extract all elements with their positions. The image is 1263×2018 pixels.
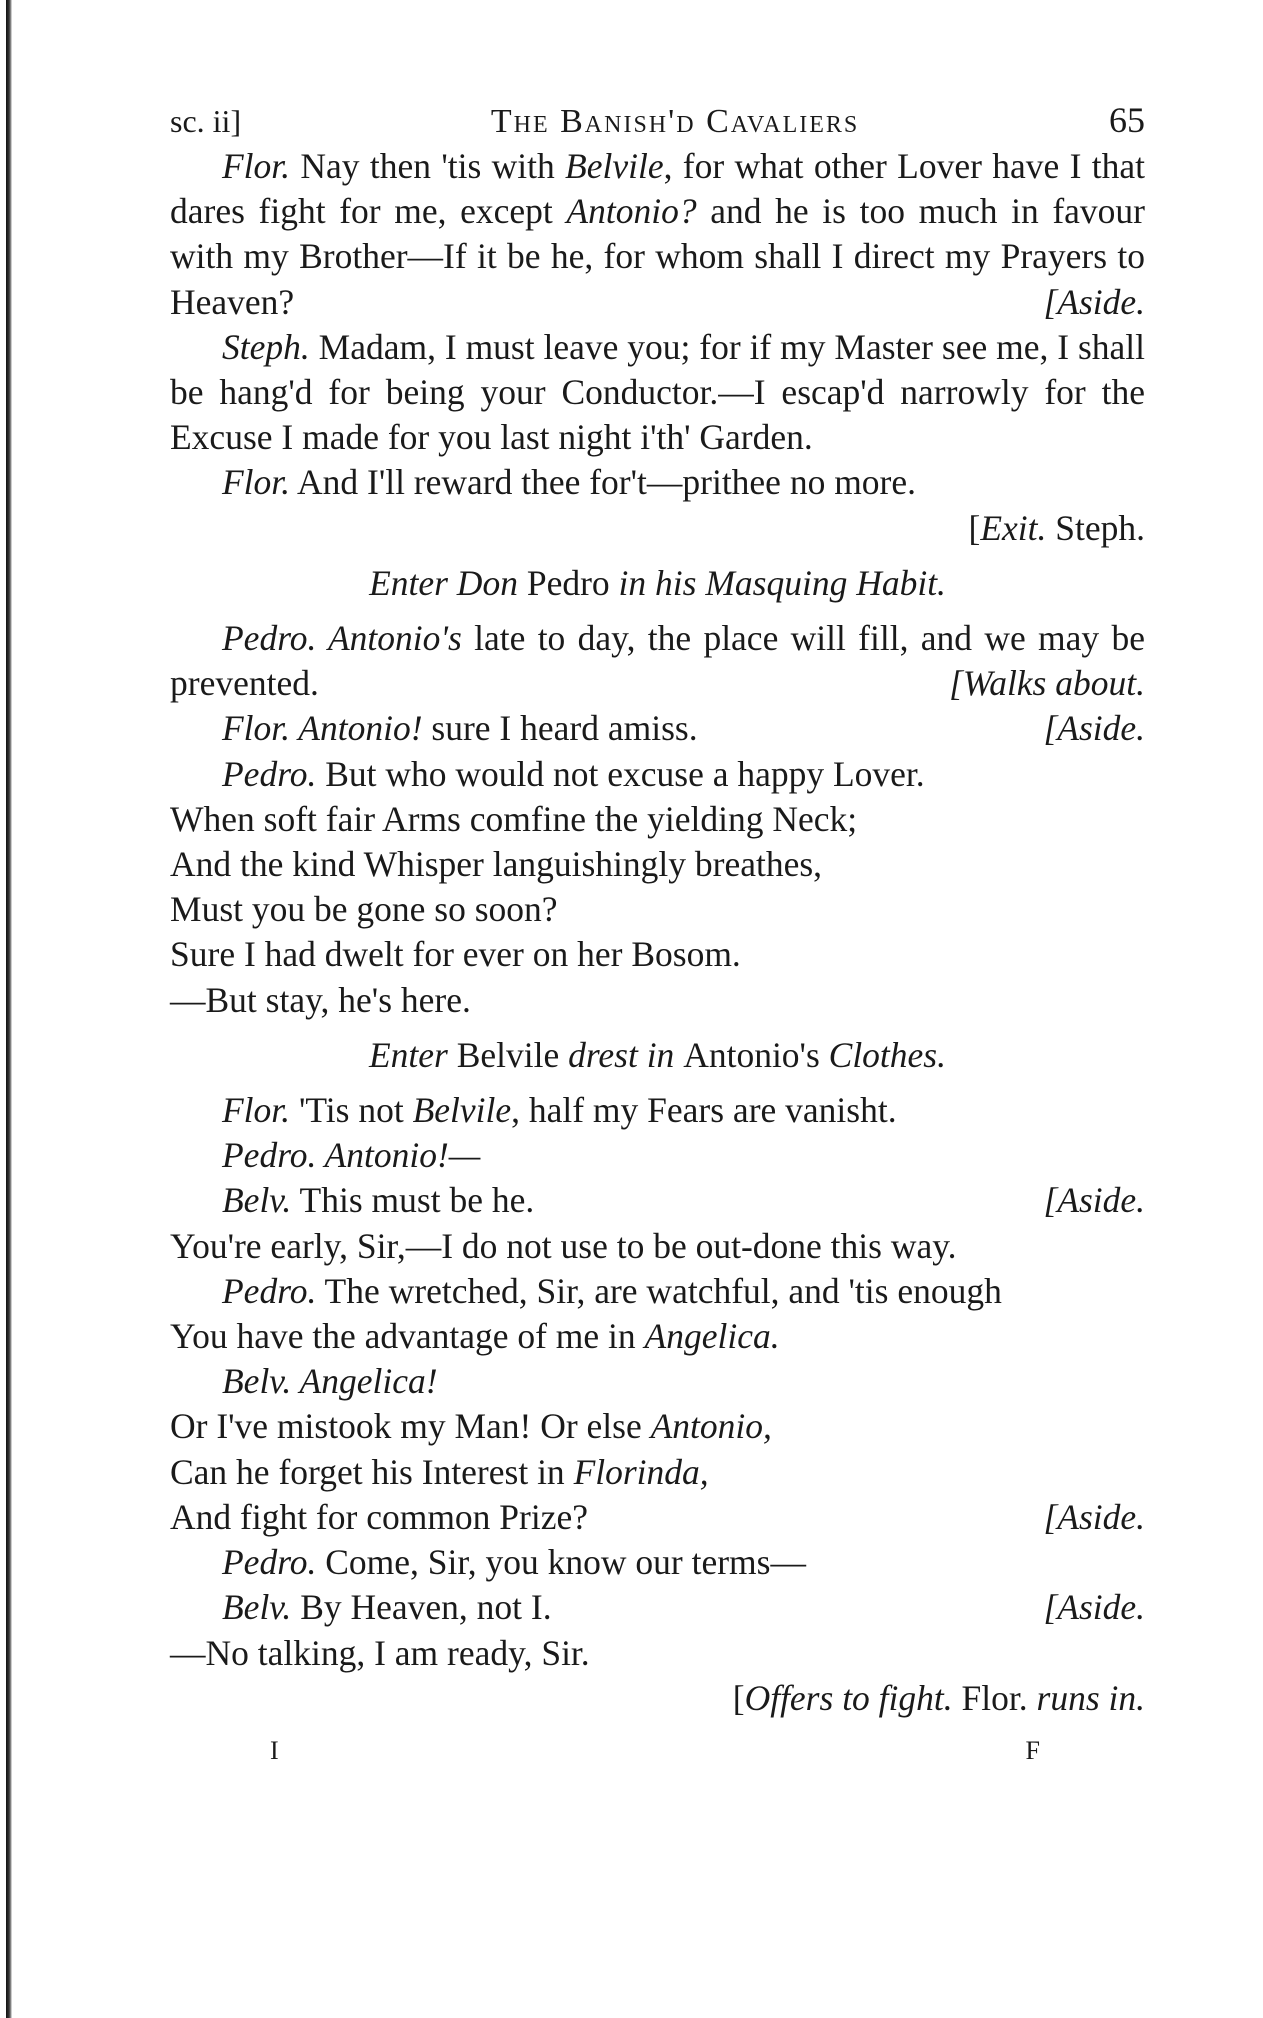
aside-direction: [Aside. xyxy=(1043,281,1145,322)
speech-pedro-1: Pedro. Antonio's late to day, the place will fill, and we may be prevented. [Walks about. xyxy=(170,618,1145,704)
speech-pedro-2: Pedro. But who would not excuse a happy Lover. When soft fair Arms comfine the yielding Neck; And the kind Whisper languishingly breathes, Must you be gone so soon? Sure I had dwelt for ever on her Bosom. —But stay, he's here. xyxy=(170,752,1145,1023)
speech-belv-3: Belv. By Heaven, not I. [Aside. —No talking, I am ready, Sir. xyxy=(170,1587,1145,1673)
verse-line: When soft fair Arms comfine the yielding Neck; xyxy=(170,798,858,839)
speech-flor-3: Flor. Antonio! sure I heard amiss. [Aside. xyxy=(222,708,1145,749)
speaker: Flor. xyxy=(222,462,291,503)
stage-direction-enter-pedro: Enter Don Pedro in his Masquing Habit. xyxy=(369,562,946,603)
speech-pedro-5: Pedro. Come, Sir, you know our terms— xyxy=(222,1542,806,1583)
verse-line: And the kind Whisper languishingly breathes, xyxy=(170,844,823,885)
signature-left: I xyxy=(270,1735,279,1765)
header-title: The Banish'd Cavaliers xyxy=(490,103,860,140)
page-number: 65 xyxy=(1108,100,1145,140)
signature-marks xyxy=(170,1731,1145,1771)
speech-belv-2: Belv. Angelica! Or I've mistook my Man! Or else Antonio, Can he forget his Interest in Florinda, And fight for common Prize? [Aside. xyxy=(170,1361,1145,1537)
speaker: Steph. xyxy=(222,326,310,367)
speech-flor-4: Flor. 'Tis not Belvile, half my Fears are vanisht. xyxy=(222,1090,897,1131)
speaker: Pedro. xyxy=(222,1542,317,1583)
exit-direction: [Exit. Steph. xyxy=(968,507,1145,548)
speaker: Pedro. xyxy=(222,1270,317,1311)
speaker: Pedro. xyxy=(222,618,317,659)
speaker: Belv. xyxy=(222,1180,292,1221)
speaker: Pedro. xyxy=(222,753,317,794)
speaker: Flor. xyxy=(222,708,291,749)
speech-belv-1: Belv. This must be he. [Aside. You're early, Sir,—I do not use to be out-done this way. xyxy=(170,1180,1145,1266)
stage-direction-enter-belvile: Enter Belvile drest in Antonio's Clothes. xyxy=(368,1034,946,1075)
running-header xyxy=(170,98,1145,144)
verse-line: —But stay, he's here. xyxy=(170,979,471,1020)
speaker: Belv. xyxy=(222,1587,292,1628)
speaker: Flor. xyxy=(222,1090,291,1131)
book-binding-edge xyxy=(6,0,12,2018)
speech-flor-2: Flor. And I'll reward thee for't—prithee no more. xyxy=(222,462,917,503)
verse-line: Must you be gone so soon? xyxy=(170,889,558,930)
fight-direction: [Offers to fight. Flor. runs in. xyxy=(732,1677,1145,1718)
header-scene: sc. ii] xyxy=(170,103,242,139)
signature-right: F xyxy=(1025,1735,1040,1765)
speech-pedro-3: Pedro. Antonio!— xyxy=(222,1135,481,1176)
book-page xyxy=(170,98,1145,1771)
speech-pedro-4: Pedro. The wretched, Sir, are watchful, and 'tis enough You have the advantage of me in Angelica. xyxy=(170,1270,1002,1357)
speaker: Belv. xyxy=(222,1361,292,1402)
speech-steph: Steph. Madam, I must leave you; for if my Master see me, I shall be hang'd for being your Conductor.—I escap'd narrowly for the Excuse I made for you last night i'th' Garden. xyxy=(170,326,1145,458)
speaker: Flor. xyxy=(222,146,291,186)
speech-flor-1: Flor. Nay then 'tis with Belvile, for what other Lover have I that dares fight for me, except Antonio? and he is too much in favour with my Brother—If it be he, for whom shall I direct my Prayers to Heaven? [Aside. xyxy=(170,144,1145,325)
verse-line: Sure I had dwelt for ever on her Bosom. xyxy=(170,934,741,975)
speaker: Pedro. xyxy=(222,1135,317,1176)
